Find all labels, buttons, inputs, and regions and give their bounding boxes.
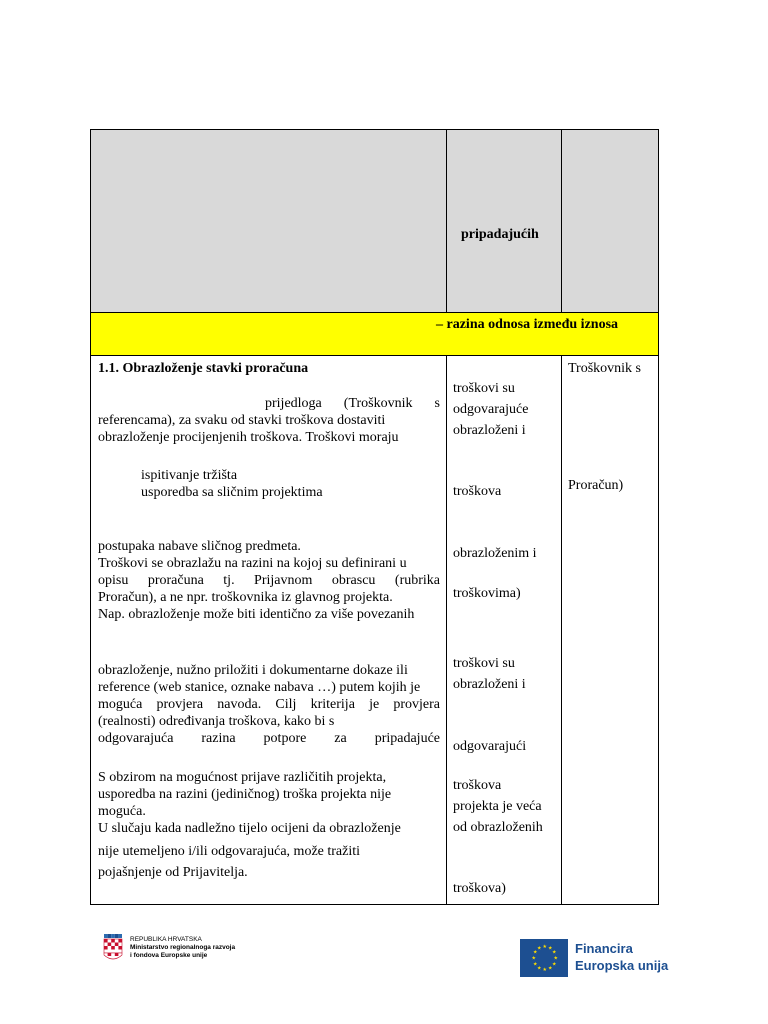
- text-line: moguća provjera navoda. Cilj kriterija je provjera: [98, 697, 440, 712]
- header-cell-3: [561, 129, 659, 313]
- text-line: referencama), za svaku od stavki troškova dostaviti: [98, 413, 386, 428]
- text-line: Proračun): [568, 478, 624, 493]
- eu-line-2: Europska unija: [575, 958, 669, 973]
- text-line: troškova): [453, 881, 506, 896]
- text-line: S obzirom na mogućnost prijave različitih projekta,: [98, 770, 387, 785]
- svg-text:★: ★: [537, 965, 542, 972]
- text-line: obrazloženje, nužno priložiti i dokumentarne dokaze ili: [98, 663, 408, 678]
- svg-text:★: ★: [552, 961, 557, 968]
- text-line: prijedloga (Troškovnik s: [265, 396, 440, 411]
- ministry-line-3: i fondova Europske unije: [130, 952, 208, 959]
- svg-text:★: ★: [533, 949, 538, 956]
- text-line: obrazloženje procijenjenih troškova. Troškovi moraju: [98, 430, 399, 445]
- text-line: obrazloženi i: [453, 677, 526, 692]
- svg-text:★: ★: [542, 967, 547, 973]
- svg-text:★: ★: [533, 961, 538, 968]
- text-line: troškova: [453, 484, 502, 499]
- text-line: troškovi su: [453, 381, 515, 396]
- text-line: usporedba na razini (jediničnog) troška projekta nije: [98, 787, 392, 802]
- criteria-table: [90, 129, 659, 905]
- eu-flag-icon: [520, 939, 568, 977]
- text-line: Troškovnik s: [568, 361, 642, 376]
- text-line: (realnosti) određivanja troškova, kako bi s: [98, 714, 335, 729]
- eu-line-1: Financira: [575, 941, 633, 956]
- text-line: reference (web stanice, oznake nabava …) putem kojih je: [98, 680, 421, 695]
- svg-text:★: ★: [548, 945, 553, 952]
- text-line: odgovarajuće: [453, 402, 529, 417]
- text-line: troškovima): [453, 586, 521, 601]
- header-cell-2: [446, 129, 562, 313]
- text-line: odgovarajuća razina potpore za pripadajuće: [98, 731, 440, 746]
- text-line: obrazloženi i: [453, 423, 526, 438]
- text-line: U slučaju kada nadležno tijelo ocijeni da obrazloženje: [98, 821, 401, 836]
- ministry-line-1: REPUBLIKA HRVATSKA: [130, 936, 202, 943]
- text-line: moguća.: [98, 804, 146, 819]
- yellow-row-label: – razina odnosa između iznosa: [436, 317, 619, 332]
- text-line: troškovi su: [453, 656, 515, 671]
- text-line: postupaka nabave sličnog predmeta.: [98, 539, 301, 554]
- text-line: Troškovi se obrazlažu na razini na kojoj su definirani u: [98, 556, 407, 571]
- text-line: od obrazloženih: [453, 820, 543, 835]
- text-line: odgovarajući: [453, 739, 527, 754]
- text-line: obrazloženim i: [453, 546, 537, 561]
- yellow-row: [90, 312, 659, 356]
- text-line: nije utemeljeno i/ili odgovarajuća, može tražiti: [98, 844, 361, 859]
- list-item: usporedba sa sličnim projektima: [141, 485, 323, 500]
- body-col-2: [446, 355, 562, 905]
- body-col-3: [561, 355, 659, 905]
- text-line: Nap. obrazloženje može biti identično za više povezanih: [98, 607, 415, 622]
- text-line: Proračun), a ne npr. troškovnika iz glavnog projekta.: [98, 590, 393, 605]
- svg-text:★: ★: [542, 944, 547, 950]
- svg-text:★: ★: [548, 965, 553, 972]
- text-line: projekta je veća: [453, 799, 542, 814]
- text-line: pojašnjenje od Prijavitelja.: [98, 865, 248, 880]
- header-cell-1: [90, 129, 447, 313]
- svg-text:★: ★: [537, 945, 542, 952]
- croatian-coat-of-arms-icon: [103, 934, 123, 962]
- header-col2-label: pripadajućih: [461, 227, 539, 242]
- svg-text:★: ★: [531, 955, 536, 962]
- body-col-1: [90, 355, 447, 905]
- section-heading: 1.1. Obrazloženje stavki proračuna: [98, 361, 309, 376]
- ministry-line-2: Ministarstvo regionalnoga razvoja: [130, 944, 236, 951]
- list-item: ispitivanje tržišta: [141, 468, 238, 483]
- svg-text:★: ★: [552, 949, 557, 956]
- svg-text:★: ★: [553, 955, 558, 962]
- text-line: troškova: [453, 778, 502, 793]
- text-line: opisu proračuna tj. Prijavnom obrascu (rubrika: [98, 573, 440, 588]
